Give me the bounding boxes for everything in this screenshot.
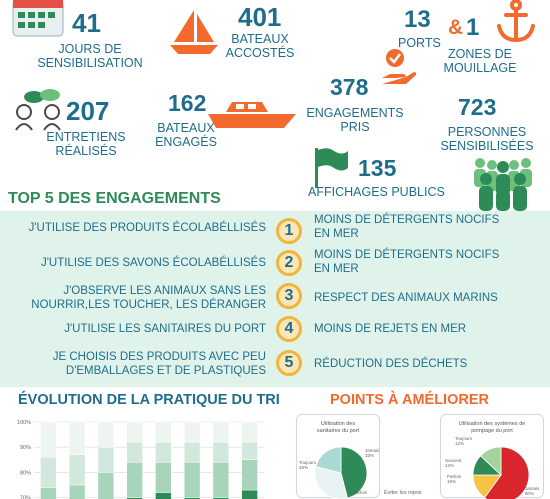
- engagement-4-impact-line1: MOINS DE REJETS EN MER: [314, 323, 467, 335]
- bar-segment-5-4: [155, 422, 171, 442]
- bar-segment-7-4: [213, 422, 229, 442]
- engagement-4-action: [6, 322, 266, 336]
- bar-segment-4-2: [127, 462, 143, 497]
- bar-segment-7-2: [213, 462, 229, 497]
- boats-docked-label-line2: ACCOSTÉS: [225, 46, 295, 61]
- bar-segment-3-3: [98, 447, 114, 472]
- bottom-note: Éviter les rejets: [384, 490, 422, 496]
- posters-value: 135: [358, 155, 397, 181]
- points-title: POINTS À AMÉLIORER: [330, 392, 489, 408]
- rank-medal-1: 1: [276, 218, 302, 244]
- ports-label: PORTS: [398, 36, 441, 50]
- engagement-1-impact-line2: EN MER: [314, 228, 359, 241]
- sanitary-label-jamais: Jamais 33%: [365, 448, 380, 458]
- interviews-value: 207: [66, 96, 110, 126]
- flag-icon: [312, 146, 352, 188]
- engagement-2-impact-line2: EN MER: [314, 263, 359, 276]
- interviews-label-line1: ENTRETIENS: [46, 130, 126, 144]
- pumping-label-toujours: Toujours 12%: [455, 436, 473, 446]
- engagement-5-action: [6, 350, 266, 379]
- engagement-3-impact-line1: RESPECT DES ANIMAUX MARINS: [314, 292, 498, 304]
- engagement-3-impact: [314, 291, 546, 305]
- days-label-line1: JOURS DE: [58, 42, 122, 56]
- engagement-4-action-line1: J'UTILISE LES SANITAIRES DU PORT: [64, 323, 266, 335]
- pumping-label-jamais: Jamais 60%: [525, 486, 540, 496]
- calendar-icon: [10, 0, 66, 40]
- boats-engaged-label-line2: ENGAGÉS: [155, 135, 217, 150]
- engagement-1-impact-line1: MOINS DE DÉTERGENTS NOCIFS: [314, 214, 500, 226]
- bar-segment-8-4: [242, 422, 258, 442]
- bar-segment-8-3: [242, 442, 258, 460]
- engagement-2-impact: [314, 248, 546, 277]
- sanitary-label-parfois: Parfois: [353, 490, 368, 495]
- y-tick-label: 100%: [16, 420, 31, 426]
- bar-segment-1-2: [40, 488, 56, 499]
- bar-segment-5-1: [155, 493, 171, 499]
- bar-segment-8-2: [242, 460, 258, 490]
- bar-segment-5-3: [155, 442, 171, 462]
- engagement-3-action-line2: NOURRIR,LES TOUCHER, LES DÉRANGER: [31, 299, 266, 312]
- interviews-label-line2: RÉALISÉS: [55, 144, 117, 159]
- rank-medal-5: 5: [276, 350, 302, 376]
- bar-segment-1-3: [40, 457, 56, 487]
- sanitary-pie-panel: [296, 414, 380, 498]
- engagement-2-action: [6, 256, 266, 270]
- evolution-title: ÉVOLUTION DE LA PRATIQUE DU TRI: [18, 392, 280, 408]
- engagement-1-action: [6, 221, 266, 235]
- bar-segment-1-4: [40, 422, 56, 457]
- people-label: [432, 125, 542, 154]
- engagement-5-impact: [314, 357, 546, 371]
- engagement-2-action-line1: J'UTILISE DES SAVONS ÉCOLABÉLLISÉS: [40, 257, 266, 269]
- engagement-3-action-line1: J'OBSERVE LES ANIMAUX SANS LES: [63, 285, 266, 297]
- bar-segment-5-2: [155, 462, 171, 492]
- days-value: 41: [72, 8, 101, 38]
- bar-segment-4-3: [127, 442, 143, 462]
- commitments-value: 378: [330, 74, 369, 100]
- rank-medal-3: 3: [276, 283, 302, 309]
- engagement-2-impact-line1: MOINS DE DÉTERGENTS NOCIFS: [314, 249, 500, 261]
- zones-label-line2: MOUILLAGE: [443, 61, 517, 76]
- boats-engaged-label-line1: BATEAUX: [157, 121, 215, 135]
- y-tick-label: 90%: [19, 445, 31, 452]
- engagement-5-action-line2: D'EMBALLAGES ET DE PLASTIQUES: [65, 365, 266, 378]
- bar-segment-3-2: [98, 472, 114, 499]
- sorting-practice-chart: [8, 410, 268, 498]
- bar-segment-7-3: [213, 442, 229, 462]
- boats-engaged-value: 162: [168, 90, 207, 116]
- commitments-label: [300, 106, 410, 135]
- boats-docked-value: 401: [238, 2, 282, 32]
- ampersand: &: [448, 16, 464, 39]
- engagement-5-action-line1: JE CHOISIS DES PRODUITS AVEC PEU: [52, 351, 266, 363]
- bar-segment-6-3: [184, 442, 200, 462]
- sanitary-label-toujours: Toujours 46%: [299, 460, 317, 470]
- boats-docked-label-line1: BATEAUX: [231, 32, 289, 46]
- anchor-icon: [494, 0, 538, 44]
- zones-label-line1: ZONES DE: [448, 47, 512, 61]
- zones-label: [430, 47, 530, 76]
- boats-engaged-label: [146, 121, 226, 150]
- sanitary-pie-title: Utilisation des sanitaires du port: [316, 421, 360, 434]
- people-label-line1: PERSONNES: [447, 125, 527, 139]
- engagement-1-action-line1: J'UTILISE DES PRODUITS ÉCOLABÉLLISÉS: [28, 222, 266, 234]
- bar-segment-8-1: [242, 490, 258, 499]
- commitments-label-line1: ENGAGEMENTS: [306, 106, 404, 120]
- bar-segment-4-4: [127, 422, 143, 442]
- crowd-icon: [468, 153, 538, 211]
- rank-medal-2: 2: [276, 250, 302, 276]
- posters-label: AFFICHAGES PUBLICS: [308, 185, 445, 199]
- bar-segment-2-4: [69, 422, 85, 455]
- zones-value: 1: [466, 14, 480, 41]
- days-label-line2: SENSIBILISATION: [37, 56, 143, 71]
- engagement-4-impact: [314, 322, 546, 336]
- days-label: [30, 42, 150, 71]
- pumping-pie-title: Utilisation des systèmes de pompage du port: [458, 421, 526, 434]
- pumping-label-parfois: Parfois 15%: [447, 474, 462, 484]
- people-value: 723: [458, 94, 497, 120]
- pumping-label-souvent: Souvent 13%: [445, 458, 462, 468]
- bar-segment-3-4: [98, 422, 114, 447]
- bar-segment-2-2: [69, 485, 85, 499]
- pumping-pie-panel: [440, 414, 544, 498]
- top5-title: TOP 5 DES ENGAGEMENTS: [8, 190, 221, 207]
- hand-heart-icon: [380, 48, 418, 88]
- boats-docked-label: [212, 32, 308, 61]
- people-label-line2: SENSIBILISÉES: [440, 139, 534, 154]
- bar-segment-6-4: [184, 422, 200, 442]
- y-tick-label: 80%: [19, 470, 31, 477]
- bar-segment-6-2: [184, 462, 200, 497]
- y-tick-label: 70%: [19, 495, 31, 499]
- conversation-icon: [12, 88, 68, 132]
- interviews-label: [36, 130, 136, 159]
- rank-medal-4: 4: [276, 316, 302, 342]
- bar-segment-2-3: [69, 455, 85, 485]
- engagement-1-impact: [314, 213, 546, 242]
- ports-value: 13: [404, 6, 431, 33]
- engagement-3-action: [6, 284, 266, 313]
- engagement-5-impact-line1: RÉDUCTION DES DÉCHETS: [314, 358, 468, 370]
- commitments-label-line2: PRIS: [340, 120, 370, 135]
